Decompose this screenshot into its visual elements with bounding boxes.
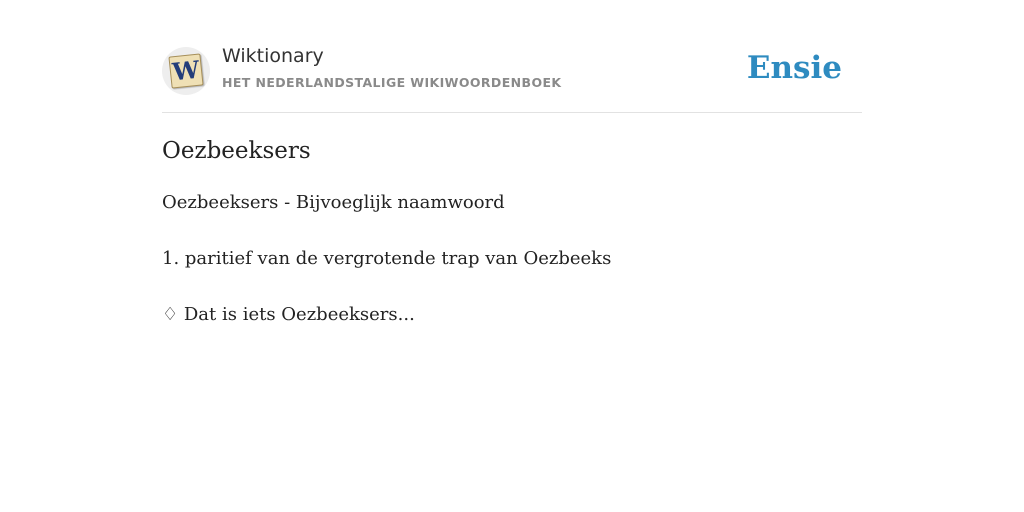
- entry-word-class: Oezbeeksers - Bijvoeglijk naamwoord: [162, 192, 505, 213]
- entry-example: ♢ Dat is iets Oezbeeksers...: [162, 304, 415, 325]
- wiktionary-w-icon: W: [168, 53, 203, 88]
- site-subtitle: HET NEDERLANDSTALIGE WIKIWOORDENBOEK: [222, 75, 562, 90]
- site-header: [162, 0, 862, 113]
- wiktionary-logo[interactable]: [162, 47, 210, 95]
- entry-title: Oezbeeksers: [162, 138, 311, 164]
- entry-definition: 1. paritief van de vergrotende trap van Oezbeeks: [162, 248, 612, 269]
- page: [162, 0, 862, 325]
- site-title[interactable]: Wiktionary: [222, 45, 324, 67]
- ensie-brand-link[interactable]: Ensie: [746, 50, 842, 86]
